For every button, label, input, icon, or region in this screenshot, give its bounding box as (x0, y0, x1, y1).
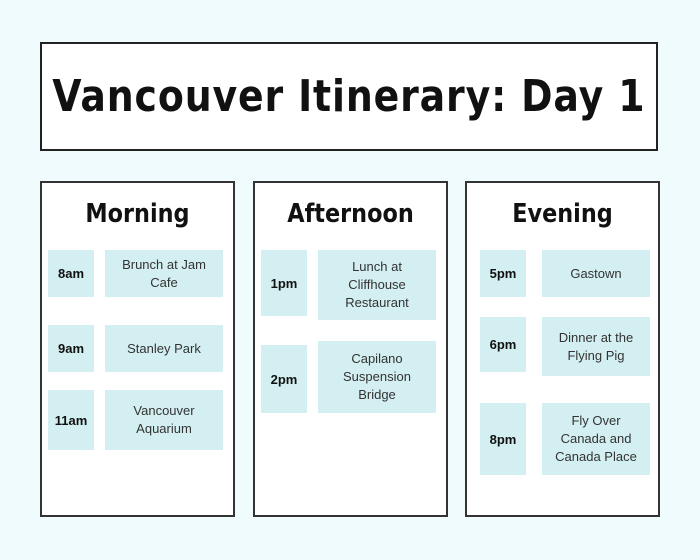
activity-item: Fly Over Canada and Canada Place (542, 403, 650, 475)
time-slot: 5pm (480, 250, 526, 297)
time-slot: 8pm (480, 403, 526, 475)
title-banner (40, 42, 658, 151)
time-slot: 9am (48, 325, 94, 372)
time-slot: 6pm (480, 317, 526, 372)
activity-item: Stanley Park (105, 325, 223, 372)
activity-item: Lunch at Cliffhouse Restaurant (318, 250, 436, 320)
time-slot: 11am (48, 390, 94, 450)
activity-item: Vancouver Aquarium (105, 390, 223, 450)
time-slot: 2pm (261, 345, 307, 413)
column-heading: Morning (85, 199, 190, 229)
activity-item: Gastown (542, 250, 650, 297)
activity-item: Dinner at the Flying Pig (542, 317, 650, 376)
column-heading: Evening (512, 199, 613, 229)
time-slot: 8am (48, 250, 94, 297)
column-afternoon (253, 181, 448, 517)
column-morning (40, 181, 235, 517)
column-heading: Afternoon (287, 199, 414, 229)
page-title: Vancouver Itinerary: Day 1 (52, 71, 646, 122)
activity-item: Capilano Suspension Bridge (318, 341, 436, 413)
column-evening (465, 181, 660, 517)
time-slot: 1pm (261, 250, 307, 316)
activity-item: Brunch at Jam Cafe (105, 250, 223, 297)
